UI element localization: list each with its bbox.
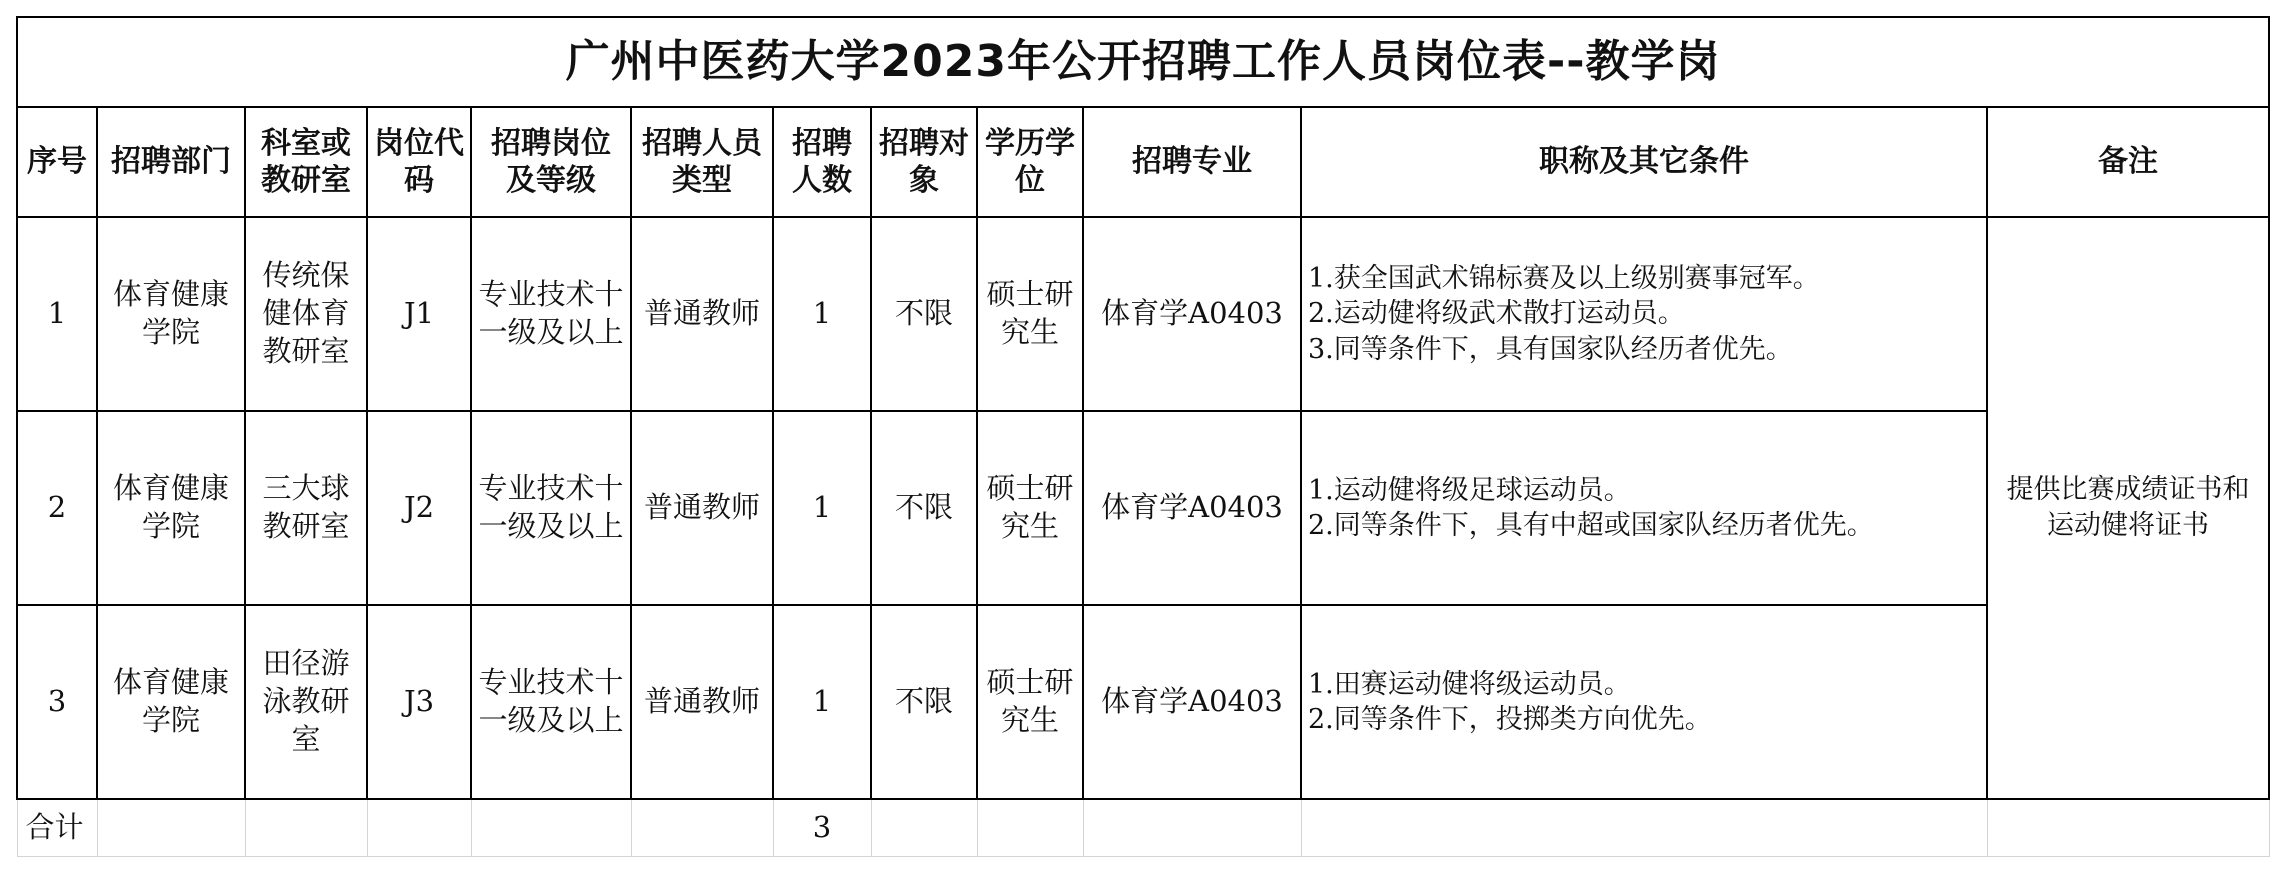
cell-count: 1 (773, 411, 871, 605)
header-dept: 招聘部门 (97, 107, 245, 217)
condition-line: 2.同等条件下，投掷类方向优先。 (1308, 704, 1712, 735)
header-target: 招聘对象 (871, 107, 977, 217)
cell-target: 不限 (871, 217, 977, 411)
header-row (17, 107, 2269, 217)
table-row (17, 411, 2269, 605)
header-section: 科室或教研室 (245, 107, 367, 217)
header-code: 岗位代码 (367, 107, 471, 217)
cell-dept: 体育健康学院 (97, 217, 245, 411)
cell-degree: 硕士研究生 (977, 217, 1083, 411)
cell-major: 体育学A0403 (1083, 411, 1301, 605)
cell-conditions (1301, 217, 1987, 411)
cell-code: J1 (367, 217, 471, 411)
cell-degree: 硕士研究生 (977, 411, 1083, 605)
page-title: 广州中医药大学2023年公开招聘工作人员岗位表--教学岗 (17, 17, 2269, 107)
total-empty-cell (1083, 799, 1301, 857)
cell-dept: 体育健康学院 (97, 605, 245, 799)
cell-code: J2 (367, 411, 471, 605)
cell-conditions (1301, 411, 1987, 605)
total-empty-cell (367, 799, 471, 857)
cell-count: 1 (773, 605, 871, 799)
header-conditions: 职称及其它条件 (1301, 107, 1987, 217)
cell-code: J3 (367, 605, 471, 799)
cell-post-level: 专业技术十一级及以上 (471, 605, 631, 799)
cell-target: 不限 (871, 411, 977, 605)
cell-degree: 硕士研究生 (977, 605, 1083, 799)
total-empty-cell (631, 799, 773, 857)
cell-post-level: 专业技术十一级及以上 (471, 217, 631, 411)
header-major: 招聘专业 (1083, 107, 1301, 217)
cell-remark-merged: 提供比赛成绩证书和运动健将证书 (1987, 217, 2269, 799)
job-posting-table (16, 16, 2270, 857)
cell-staff-type: 普通教师 (631, 605, 773, 799)
total-empty-cell (471, 799, 631, 857)
cell-staff-type: 普通教师 (631, 411, 773, 605)
header-degree: 学历学位 (977, 107, 1083, 217)
cell-conditions (1301, 605, 1987, 799)
total-label: 合计 (17, 799, 97, 857)
cell-section: 传统保健体育教研室 (245, 217, 367, 411)
header-post-level: 招聘岗位及等级 (471, 107, 631, 217)
total-count: 3 (773, 799, 871, 857)
cell-target: 不限 (871, 605, 977, 799)
table-row (17, 217, 2269, 411)
condition-line: 2.同等条件下，具有中超或国家队经历者优先。 (1308, 510, 1874, 541)
job-table-sheet (16, 16, 2268, 857)
header-count: 招聘人数 (773, 107, 871, 217)
cell-major: 体育学A0403 (1083, 605, 1301, 799)
total-row (17, 799, 2269, 857)
total-empty-cell (977, 799, 1083, 857)
condition-line: 2.运动健将级武术散打运动员。 (1308, 298, 1685, 330)
total-empty-cell (1987, 799, 2269, 857)
table-row (17, 605, 2269, 799)
cell-dept: 体育健康学院 (97, 411, 245, 605)
condition-line: 3.同等条件下，具有国家队经历者优先。 (1308, 333, 1793, 365)
condition-line: 1.田赛运动健将级运动员。 (1308, 668, 1631, 700)
cell-post-level: 专业技术十一级及以上 (471, 411, 631, 605)
cell-major: 体育学A0403 (1083, 217, 1301, 411)
cell-section: 三大球教研室 (245, 411, 367, 605)
cell-seq: 1 (17, 217, 97, 411)
header-staff-type: 招聘人员类型 (631, 107, 773, 217)
cell-seq: 3 (17, 605, 97, 799)
condition-line: 1.获全国武术锦标赛及以上级别赛事冠军。 (1308, 263, 1820, 295)
total-empty-cell (1301, 799, 1987, 857)
total-empty-cell (97, 799, 245, 857)
condition-line: 1.运动健将级足球运动员。 (1308, 474, 1631, 506)
cell-section: 田径游泳教研室 (245, 605, 367, 799)
cell-count: 1 (773, 217, 871, 411)
header-seq: 序号 (17, 107, 97, 217)
total-empty-cell (871, 799, 977, 857)
total-empty-cell (245, 799, 367, 857)
header-remark: 备注 (1987, 107, 2269, 217)
cell-staff-type: 普通教师 (631, 217, 773, 411)
cell-seq: 2 (17, 411, 97, 605)
